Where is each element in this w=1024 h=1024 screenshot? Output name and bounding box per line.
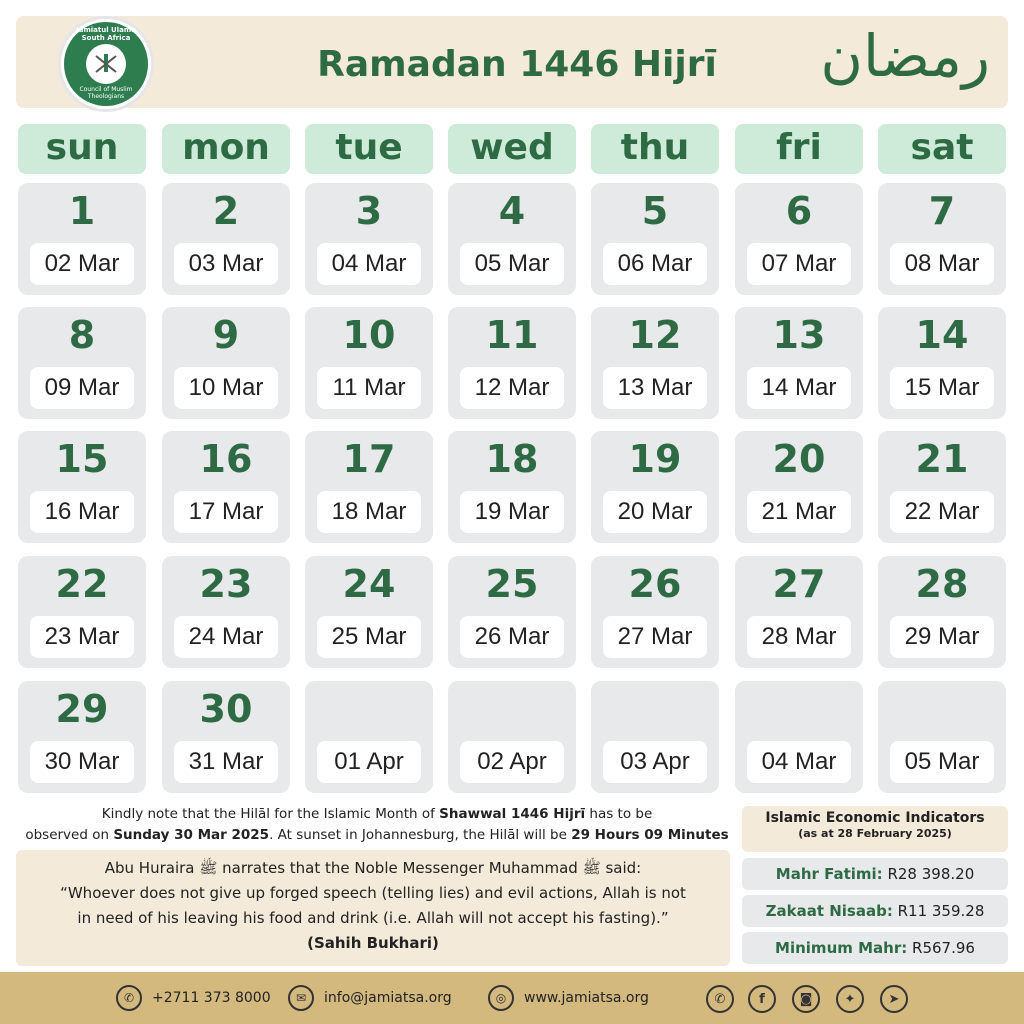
gregorian-date: 02 Mar [30, 243, 134, 285]
hilal-note [16, 804, 738, 846]
day-header-mon: mon [162, 124, 290, 174]
phone-icon: ✆ [116, 985, 142, 1011]
gregorian-date: 10 Mar [174, 367, 278, 409]
hijri-day-number: 25 [485, 562, 539, 606]
hijri-day-number: 26 [628, 562, 682, 606]
hijri-day-number: 21 [915, 437, 969, 481]
indicator-label: Zakaat Nisaab: [765, 902, 893, 920]
logo-text-top: Jamiatul Ulama South Africa [76, 26, 136, 42]
hijri-day-number: 22 [55, 562, 109, 606]
gregorian-date: 06 Mar [603, 243, 707, 285]
note-month: Shawwal 1446 Hijrī [439, 806, 586, 822]
hijri-day-number: 14 [915, 313, 969, 357]
note-hilal-age: 29 Hours 09 Minutes [571, 827, 729, 843]
calendar-day-cell [591, 307, 719, 419]
hijri-day-number: 20 [772, 437, 826, 481]
indicator-label: Minimum Mahr: [775, 939, 908, 957]
calendar-day-cell [18, 183, 146, 295]
whatsapp-icon[interactable]: ✆ [706, 985, 734, 1013]
hijri-day-number: 23 [199, 562, 253, 606]
calendar-day-cell [735, 681, 863, 793]
indicator-value: R567.96 [912, 939, 975, 957]
gregorian-date: 15 Mar [890, 367, 994, 409]
hijri-day-number: 12 [628, 313, 682, 357]
hijri-day-number: 4 [498, 189, 526, 233]
indicator-mahr-fatimi [742, 858, 1008, 890]
calendar-day-cell [162, 431, 290, 543]
gregorian-date: 19 Mar [460, 491, 564, 533]
gregorian-date: 12 Mar [460, 367, 564, 409]
hijri-day-number: 16 [199, 437, 253, 481]
hijri-day-number: 7 [928, 189, 956, 233]
telegram-icon[interactable]: ➤ [880, 985, 908, 1013]
indicator-zakaat-nisaab [742, 895, 1008, 927]
calendar-day-cell [591, 431, 719, 543]
gregorian-date: 11 Mar [317, 367, 421, 409]
gregorian-date: 16 Mar [30, 491, 134, 533]
calendar-day-cell [18, 681, 146, 793]
calendar-day-cell [735, 556, 863, 668]
hijri-day-number: 30 [199, 687, 253, 731]
footer-email[interactable] [288, 985, 452, 1011]
gregorian-date: 13 Mar [603, 367, 707, 409]
hadith-line: Abu Huraira ﷺ narrates that the Noble Messenger Muhammad ﷺ said: [104, 859, 642, 877]
calendar-day-cell [878, 431, 1006, 543]
gregorian-date: 28 Mar [747, 616, 851, 658]
gregorian-date: 14 Mar [747, 367, 851, 409]
calendar-day-cell [162, 183, 290, 295]
gregorian-date: 26 Mar [460, 616, 564, 658]
note-date: Sunday 30 Mar 2025 [113, 827, 270, 843]
calendar-day-cell [305, 183, 433, 295]
gregorian-date: 04 Mar [317, 243, 421, 285]
hijri-day-number: 17 [342, 437, 396, 481]
footer-website[interactable] [488, 985, 649, 1011]
hijri-day-number: 19 [628, 437, 682, 481]
calendar-day-cell [448, 183, 576, 295]
note-text: observed on [25, 827, 114, 843]
gregorian-date: 24 Mar [174, 616, 278, 658]
calendar-day-cell [162, 307, 290, 419]
hadith-line: in need of his leaving his food and drink (i.e. Allah will not accept his fasting).” [77, 909, 669, 927]
calendar-day-cell [591, 556, 719, 668]
hadith-source: (Sahih Bukhari) [307, 934, 439, 952]
calendar-day-cell [591, 183, 719, 295]
website-url: www.jamiatsa.org [524, 990, 649, 1006]
hijri-day-number: 18 [485, 437, 539, 481]
day-header-sat: sat [878, 124, 1006, 174]
footer-bar [0, 972, 1024, 1024]
note-text: Kindly note that the Hilāl for the Islamic Month of [101, 806, 440, 822]
hadith-box [16, 850, 730, 966]
gregorian-date: 03 Mar [174, 243, 278, 285]
twitter-icon[interactable]: ✦ [836, 985, 864, 1013]
calendar-day-cell [878, 307, 1006, 419]
note-text: . At sunset in Johannesburg, the Hilāl will be [269, 827, 572, 843]
calendar-day-cell [305, 556, 433, 668]
day-header-tue: tue [305, 124, 433, 174]
calendar-day-cell [448, 431, 576, 543]
gregorian-date: 08 Mar [890, 243, 994, 285]
calendar-day-cell [735, 183, 863, 295]
header-banner [16, 16, 1008, 108]
gregorian-date: 21 Mar [747, 491, 851, 533]
hijri-day-number: 11 [485, 313, 539, 357]
calendar-day-cell [18, 431, 146, 543]
gregorian-date: 30 Mar [30, 741, 134, 783]
day-header-sun: sun [18, 124, 146, 174]
day-header-fri: fri [735, 124, 863, 174]
day-header-wed: wed [448, 124, 576, 174]
calendar-day-cell [448, 556, 576, 668]
calendar-day-cell [878, 556, 1006, 668]
phone-number: +2711 373 8000 [152, 990, 271, 1006]
hadith-line: “Whoever does not give up forged speech (telling lies) and evil actions, Allah is not [60, 884, 686, 902]
hijri-day-number: 9 [212, 313, 240, 357]
page-title: Ramadan 1446 Hijrī [317, 44, 717, 85]
indicator-minimum-mahr [742, 932, 1008, 964]
gregorian-date: 17 Mar [174, 491, 278, 533]
gregorian-date: 04 Mar [747, 741, 851, 783]
hijri-day-number: 3 [355, 189, 383, 233]
hijri-day-number: 8 [68, 313, 96, 357]
day-header-thu: thu [591, 124, 719, 174]
instagram-icon[interactable]: ◙ [792, 985, 820, 1013]
hijri-day-number: 2 [212, 189, 240, 233]
calendar-day-cell [591, 681, 719, 793]
economic-subtitle: (as at 28 February 2025) [798, 827, 952, 840]
gregorian-date: 18 Mar [317, 491, 421, 533]
hijri-day-number: 5 [641, 189, 669, 233]
gregorian-date: 23 Mar [30, 616, 134, 658]
facebook-icon[interactable]: f [748, 985, 776, 1013]
gregorian-date: 03 Apr [603, 741, 707, 783]
calendar-day-cell [735, 431, 863, 543]
arabic-title: رمضان [820, 22, 990, 90]
email-icon: ✉ [288, 985, 314, 1011]
gregorian-date: 05 Mar [460, 243, 564, 285]
gregorian-date: 01 Apr [317, 741, 421, 783]
hijri-day-number: 6 [785, 189, 813, 233]
calendar-day-cell [448, 307, 576, 419]
hijri-day-number: 24 [342, 562, 396, 606]
hijri-day-number: 28 [915, 562, 969, 606]
gregorian-date: 20 Mar [603, 491, 707, 533]
gregorian-date: 05 Mar [890, 741, 994, 783]
calendar-day-cell [305, 307, 433, 419]
indicator-value: R11 359.28 [897, 902, 985, 920]
footer-phone[interactable] [116, 985, 271, 1011]
globe-icon: ◎ [488, 985, 514, 1011]
gregorian-date: 29 Mar [890, 616, 994, 658]
note-text: has to be [585, 806, 653, 822]
hijri-day-number: 13 [772, 313, 826, 357]
economic-title: Islamic Economic Indicators [765, 810, 985, 826]
gregorian-date: 07 Mar [747, 243, 851, 285]
calendar-day-cell [162, 681, 290, 793]
gregorian-date: 27 Mar [603, 616, 707, 658]
calendar-day-cell [305, 431, 433, 543]
indicator-label: Mahr Fatimi: [775, 865, 883, 883]
gregorian-date: 25 Mar [317, 616, 421, 658]
hijri-day-number: 29 [55, 687, 109, 731]
calendar-day-cell [735, 307, 863, 419]
calendar-day-cell [448, 681, 576, 793]
hijri-day-number: 10 [342, 313, 396, 357]
calendar-day-cell [18, 556, 146, 668]
calendar-day-cell [878, 183, 1006, 295]
hijri-day-number: 1 [68, 189, 96, 233]
calendar-day-cell [18, 307, 146, 419]
logo-text-bottom: Council of Muslim Theologians [79, 86, 133, 100]
gregorian-date: 02 Apr [460, 741, 564, 783]
calendar-day-cell [305, 681, 433, 793]
gregorian-date: 31 Mar [174, 741, 278, 783]
email-address: info@jamiatsa.org [324, 990, 452, 1006]
hijri-day-number: 27 [772, 562, 826, 606]
gregorian-date: 22 Mar [890, 491, 994, 533]
economic-indicators-header [742, 806, 1008, 852]
indicator-value: R28 398.20 [887, 865, 975, 883]
calendar-day-cell [878, 681, 1006, 793]
calendar-day-cell [162, 556, 290, 668]
hijri-day-number: 15 [55, 437, 109, 481]
gregorian-date: 09 Mar [30, 367, 134, 409]
